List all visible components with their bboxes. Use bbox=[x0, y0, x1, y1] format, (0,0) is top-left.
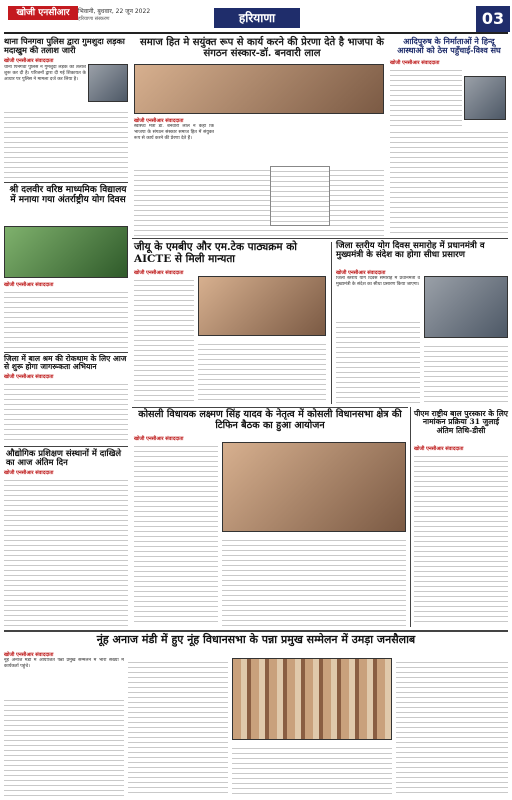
body-s6-cont bbox=[198, 340, 326, 404]
headline-s5: समाज हित मे सयुंक्त रूप से कार्य करने की प्रेरणा देते है भाजपा के संगठन संस्कार-डॉ. बनवारी लाल bbox=[140, 37, 384, 59]
byline-s8: खोजी एनसीआर संवाददाता bbox=[336, 270, 386, 276]
divider bbox=[132, 407, 408, 408]
body-s8-right bbox=[424, 342, 508, 404]
headline-s6: जीयू के एमबीए और एम.टेक पाठ्यक्रम को AICTE से मिली मान्यता bbox=[134, 241, 298, 265]
body-s1: थाना पिनगवा पुलिस ने गुमशुदा लड़के की तलाश शुरू कर दी है। परिजनों द्वारा दी गई शिकायत के आधार पर पुलिस ने मामला दर्ज कर लिया है। bbox=[4, 65, 86, 82]
divider bbox=[132, 238, 508, 239]
photo-tiffin-meeting bbox=[222, 442, 406, 532]
body-s7 bbox=[390, 66, 462, 126]
headline-s3: जिला में बाल श्रम की रोकथाम के लिए आज से शुरू होगा जागरूकता अभियान bbox=[4, 354, 127, 372]
divider bbox=[4, 446, 128, 447]
byline-s9: खोजी एनसीआर संवाददाता bbox=[414, 446, 464, 452]
body-s11: नूंह अनाज मंडी में आयोजित पन्ना प्रमुख सम्मेलन में भारी संख्या में कार्यकर्ता पहुंचे। bbox=[4, 658, 124, 669]
headline-s2: श्री दलवीर वरिष्ठ माध्यमिक विद्यालय में मनाया गया अंतर्राष्ट्रीय योग दिवस bbox=[9, 185, 127, 205]
byline-s4: खोजी एनसीआर संवाददाता bbox=[4, 470, 54, 476]
body-s9 bbox=[414, 452, 508, 626]
boxed-quote bbox=[270, 166, 330, 226]
divider bbox=[331, 242, 332, 404]
photo-speaker bbox=[464, 76, 506, 120]
byline-s3: खोजी एनसीआर संवाददाता bbox=[4, 374, 54, 380]
byline-s6: खोजी एनसीआर संवाददाता bbox=[134, 270, 184, 276]
body-s5: स्वास्थ्य मंत्री डॉ. बनवारी लाल ने कहा कि भाजपा के संगठन संस्कार समाज हित में संयुक्त रूप से कार्य करने की प्रेरणा देते हैं। bbox=[134, 124, 214, 141]
body-s6 bbox=[134, 276, 194, 404]
divider bbox=[4, 352, 128, 353]
divider bbox=[4, 182, 128, 183]
body-s1-cont bbox=[4, 108, 128, 178]
edition-label: हरियाणा संस्करण bbox=[78, 16, 110, 22]
byline-s5: खोजी एनसीआर संवाददाता bbox=[134, 118, 184, 124]
body-s4 bbox=[4, 476, 128, 626]
photo-bjp-meeting bbox=[134, 64, 384, 114]
headline-s1: थाना पिनगवा पुलिस द्वारा गुमशुदा लड़का मदाखुम की तलाश जारी bbox=[4, 36, 125, 56]
body-s11-col2 bbox=[128, 658, 228, 796]
headline-s8: जिला स्तरीय योग दिवस समारोह में प्रधानमंत्री व मुख्यमंत्री के संदेश का होगा सीधा प्रसारण bbox=[336, 241, 485, 261]
photo-university bbox=[198, 276, 326, 336]
photo-dc-office bbox=[424, 276, 508, 338]
byline-s10: खोजी एनसीआर संवाददाता bbox=[134, 436, 184, 442]
headline-s7: आदिपुरुष के निर्माताओं ने हिन्दू आस्थाओं को ठेस पहुँचाई-विश्व संघ bbox=[397, 36, 501, 55]
headline-s10: कोसली विधायक लक्ष्मण सिंह यादव के नेतृत्व में कोसली विधानसभा क्षेत्र की टिफिन बैठक का हुआ आयोजन bbox=[138, 409, 402, 431]
section-label: हरियाणा bbox=[214, 8, 300, 28]
body-s8: जिला स्तरीय योग दिवस समारोह में प्रधानमंत्री व मुख्यमंत्री के संदेश का सीधा प्रसारण किया जाएगा। bbox=[336, 276, 420, 287]
headline-s11: नूंह अनाज मंडी में हुए नूंह विधानसभा के पन्ना प्रमुख सम्मेलन में उमड़ा जनसैलाब bbox=[96, 633, 416, 646]
headline-s9: पीएम राष्ट्रीय बाल पुरस्कार के लिए नामांकन प्रक्रिया 31 जुलाई अंतिम तिथि-डीसी bbox=[414, 409, 508, 435]
photo-yoga-school bbox=[4, 226, 128, 278]
body-s11-col3 bbox=[232, 744, 392, 796]
headline-s4: औद्योगिक प्रशिक्षण संस्थानों में दाखिले का आज अंतिम दिन bbox=[6, 448, 122, 468]
body-s11-col4 bbox=[396, 658, 508, 796]
body-s3 bbox=[4, 380, 128, 442]
body-s8-cont bbox=[336, 318, 420, 404]
body-s7-cont bbox=[390, 128, 508, 236]
divider bbox=[4, 630, 508, 632]
body-s5-cont bbox=[134, 166, 384, 236]
byline-s11: खोजी एनसीआर संवाददाता bbox=[4, 652, 54, 658]
masthead bbox=[4, 4, 508, 34]
byline-s2: खोजी एनसीआर संवाददाता bbox=[4, 282, 54, 288]
body-s2 bbox=[4, 288, 128, 348]
byline-s1: खोजी एनसीआर संवाददाता bbox=[4, 58, 54, 64]
photo-missing-boy bbox=[88, 64, 128, 102]
photo-nuh-rally bbox=[232, 658, 392, 740]
body-s11-cont bbox=[4, 696, 124, 796]
dateline: भिवानी, बुधवार, 22 जून 2022 bbox=[78, 8, 151, 15]
byline-s7: खोजी एनसीआर संवाददाता bbox=[390, 60, 440, 66]
page-number: 03 bbox=[476, 6, 510, 32]
body-s10 bbox=[134, 442, 218, 626]
body-s10-cont bbox=[222, 536, 406, 626]
brand-logo: खोजी एनसीआर bbox=[8, 6, 78, 20]
divider bbox=[410, 407, 411, 627]
